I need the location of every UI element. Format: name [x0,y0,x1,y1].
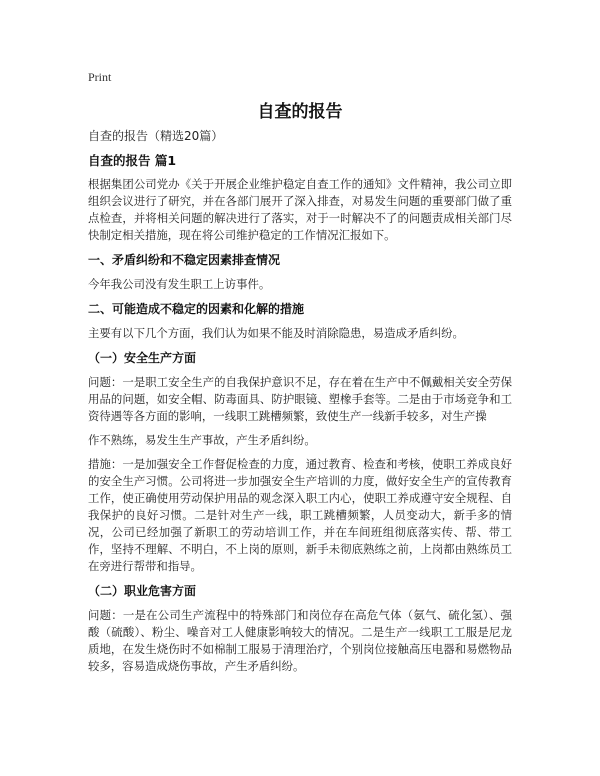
subsection1-heading: （一）安全生产方面 [88,351,197,365]
section1-paragraph: 今年我公司没有发生职工上访事件。 [88,277,271,291]
subsection1-measures-paragraph: 措施：一是加强安全工作督促检查的力度，通过教育、检查和考核，使职工养成良好的安全生产习惯。公司将进一步加强安全生产培训的力度，做好安全生产的宣传教育工作，使正确使用劳动保护用品的观念深入职工内心，使职工养成遵守安全规程、自我保护的良好习惯。二是针对生产一线，职工跳槽频繁，人员变动大，新手多的情况，公司已经加强了新职工的劳动培训工作，并在车间班组彻底落实传、帮、带工作，坚持不理解、不明白，不上岗的原则，新手未彻底熟练之前，上岗都由熟练员工在旁进行帮带和指导。 [88,457,512,573]
subsection1-problem-continued: 作不熟练，易发生生产事故，产生矛盾纠纷。 [88,433,316,447]
section1-heading: 一、矛盾纠纷和不稳定因素排查情况 [88,253,281,267]
section2-heading: 二、可能造成不稳定的因素和化解的措施 [88,302,305,316]
intro-paragraph: 根据集团公司党办《关于开展企业维护稳定自查工作的通知》文件精神，我公司立即组织会议进行了研究，并在各部门展开了深入排查，对易发生问题的重要部门做了重点检查，并将相关问题的解决进行了落实，对于一时解决不了的问题责成相关部门尽快制定相关措施，现在将公司维护稳定的工作情况汇报如下。 [88,177,512,242]
section2-paragraph: 主要有以下几个方面，我们认为如果不能及时消除隐患，易造成矛盾纠纷。 [88,326,464,340]
subsection2-heading: （二）职业危害方面 [88,584,197,598]
document-subtitle: 自查的报告（精选20篇） [88,129,224,143]
print-link[interactable]: Print [88,70,112,84]
document-body [88,128,512,682]
page-title: 自查的报告 [257,102,343,122]
subsection2-problem-paragraph: 问题：一是在公司生产流程中的特殊部门和岗位存在高危气体（氨气、硫化氢）、强酸（硫酸）、粉尘、噪音对工人健康影响较大的情况。二是生产一线职工工服是尼龙质地，在发生烧伤时不如棉制工服易于清理治疗，个别岗位接触高压电器和易燃物品较多，容易造成烧伤事故，产生矛盾纠纷。 [88,608,512,673]
article-heading: 自查的报告 篇1 [88,153,177,168]
subsection1-problem-paragraph: 问题：一是职工安全生产的自我保护意识不足，存在着在生产中不佩戴相关安全劳保用品的问题，如安全帽、防毒面具、防护眼镜、塑橡手套等。二是由于市场竞争和工资待遇等各方面的影响，一线职工跳槽频繁，致使生产一线新手较多，对生产操 [88,375,512,423]
